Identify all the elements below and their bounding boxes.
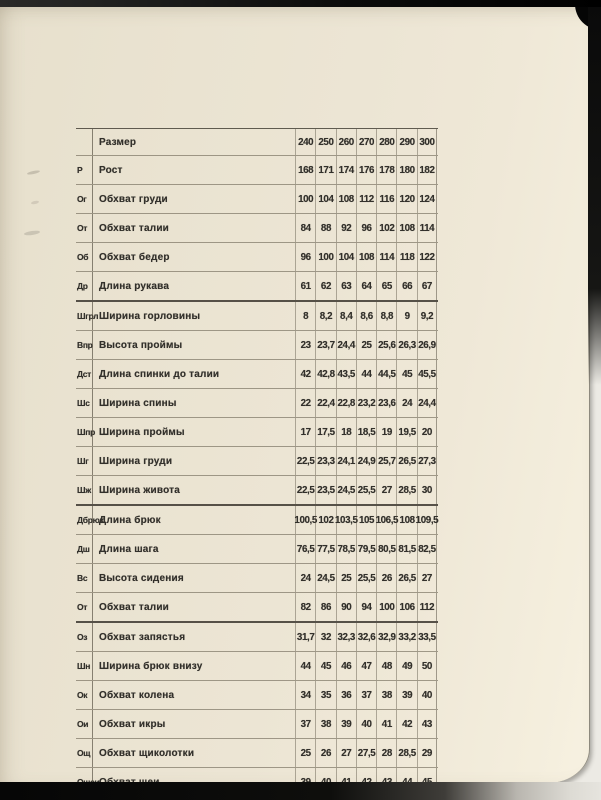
row-value: 45,5: [417, 360, 437, 388]
row-abbr: Др: [77, 281, 88, 291]
row-value: 67: [417, 272, 437, 300]
row-value: 82,5: [417, 535, 437, 563]
row-value: 106: [396, 593, 416, 621]
row-value: 31,7: [295, 623, 315, 651]
row-value: 100: [376, 593, 396, 621]
table-row: [76, 417, 438, 446]
row-value: 38: [376, 681, 396, 709]
row-value: 22,4: [315, 389, 335, 417]
row-value: 23,7: [315, 331, 335, 359]
row-value: 168: [295, 156, 315, 184]
row-name: Высота проймы: [92, 331, 295, 359]
row-value: 40: [356, 710, 376, 738]
table-row: [76, 563, 438, 592]
row-value: 26: [376, 564, 396, 592]
row-name: Длина рукава: [92, 272, 295, 300]
row-abbr: Шг: [77, 456, 89, 466]
row-value: 24,4: [417, 389, 437, 417]
row-value: 8,4: [336, 302, 356, 330]
header-size: 300: [417, 129, 437, 155]
row-value: 86: [315, 593, 335, 621]
row-value: 32,9: [376, 623, 396, 651]
table-header-row: [76, 128, 438, 155]
row-value: 94: [356, 593, 376, 621]
row-value: 102: [376, 214, 396, 242]
row-value: 77,5: [315, 535, 335, 563]
table-row: [76, 242, 438, 271]
row-abbr: Шж: [77, 485, 91, 495]
row-value: 23,2: [356, 389, 376, 417]
row-value: 27,5: [356, 739, 376, 767]
row-value: 18,5: [356, 418, 376, 446]
row-name: Обхват талии: [92, 214, 295, 242]
row-value: 26,5: [396, 564, 416, 592]
row-value: 88: [315, 214, 335, 242]
row-abbr: От: [77, 602, 88, 612]
row-value: 41: [376, 710, 396, 738]
row-value: 40: [417, 681, 437, 709]
row-value: 24: [295, 564, 315, 592]
header-size: 260: [336, 129, 356, 155]
row-value: 96: [356, 214, 376, 242]
row-value: 25,7: [376, 447, 396, 475]
row-value: 78,5: [336, 535, 356, 563]
row-name: Ширина живота: [92, 476, 295, 504]
row-value: 124: [417, 185, 437, 213]
row-value: 24,9: [356, 447, 376, 475]
row-abbr: Ок: [77, 690, 88, 700]
row-value: 25,5: [356, 564, 376, 592]
row-value: 8,2: [315, 302, 335, 330]
table-row: [76, 184, 438, 213]
row-value: 9: [396, 302, 416, 330]
row-value: 43,5: [336, 360, 356, 388]
table-row: [76, 592, 438, 621]
row-value: 36: [336, 681, 356, 709]
row-value: 33,5: [417, 623, 437, 651]
row-value: 24,5: [315, 564, 335, 592]
row-value: 76,5: [295, 535, 315, 563]
row-value: 104: [315, 185, 335, 213]
row-value: 96: [295, 243, 315, 271]
header-size: 250: [315, 129, 335, 155]
row-value: 22,8: [336, 389, 356, 417]
row-value: 26,9: [417, 331, 437, 359]
row-value: 100: [295, 185, 315, 213]
row-value: 32,3: [336, 623, 356, 651]
header-size: 290: [396, 129, 416, 155]
row-value: 100,5: [295, 506, 315, 534]
row-value: 46: [336, 652, 356, 680]
scan-edge-bottom: [0, 782, 601, 800]
row-value: 24,5: [336, 476, 356, 504]
row-value: 28,5: [396, 739, 416, 767]
row-value: 25: [356, 331, 376, 359]
row-value: 25: [295, 739, 315, 767]
row-value: 33,2: [396, 623, 416, 651]
row-value: 30: [417, 476, 437, 504]
row-value: 103,5: [336, 506, 356, 534]
row-abbr: Оз: [77, 632, 88, 642]
row-value: 112: [417, 593, 437, 621]
header-label: Размер: [92, 129, 295, 155]
row-name: Обхват икры: [92, 710, 295, 738]
row-abbr: Ощ: [77, 748, 91, 758]
row-value: 79,5: [356, 535, 376, 563]
row-name: Рост: [92, 156, 295, 184]
row-value: 27: [417, 564, 437, 592]
table-row: [76, 330, 438, 359]
header-size: 280: [376, 129, 396, 155]
row-value: 108: [396, 214, 416, 242]
row-abbr: Дш: [77, 544, 90, 554]
row-value: 32: [315, 623, 335, 651]
row-name: Ширина груди: [92, 447, 295, 475]
row-value: 104: [336, 243, 356, 271]
row-value: 25: [336, 564, 356, 592]
row-value: 48: [376, 652, 396, 680]
row-abbr: Дст: [77, 369, 92, 379]
row-name: Высота сидения: [92, 564, 295, 592]
row-value: 24: [396, 389, 416, 417]
row-value: 20: [417, 418, 437, 446]
row-value: 44: [356, 360, 376, 388]
table-row: [76, 300, 438, 330]
row-value: 44,5: [376, 360, 396, 388]
row-value: 34: [295, 681, 315, 709]
table-row: [76, 213, 438, 242]
table-row: [76, 709, 438, 738]
row-value: 176: [356, 156, 376, 184]
row-value: 116: [376, 185, 396, 213]
row-name: Длина шага: [92, 535, 295, 563]
table-row: [76, 475, 438, 504]
row-value: 27: [376, 476, 396, 504]
row-value: 182: [417, 156, 437, 184]
row-value: 28,5: [396, 476, 416, 504]
row-value: 27,3: [417, 447, 437, 475]
row-value: 108: [356, 243, 376, 271]
row-name: Длина брюк: [92, 506, 295, 534]
row-value: 122: [417, 243, 437, 271]
row-value: 25,5: [356, 476, 376, 504]
scan-edge-right: [588, 0, 601, 385]
size-table: [76, 128, 438, 797]
row-value: 28: [376, 739, 396, 767]
row-value: 66: [396, 272, 416, 300]
row-value: 26: [315, 739, 335, 767]
row-abbr: Дбрюк: [77, 515, 104, 525]
row-value: 23,6: [376, 389, 396, 417]
row-value: 180: [396, 156, 416, 184]
row-value: 84: [295, 214, 315, 242]
row-value: 100: [315, 243, 335, 271]
size-table-body: [76, 155, 438, 796]
row-name: Обхват талии: [92, 593, 295, 621]
table-row: [76, 359, 438, 388]
row-value: 25,6: [376, 331, 396, 359]
row-abbr: Ог: [77, 194, 87, 204]
row-value: 19: [376, 418, 396, 446]
row-value: 23,3: [315, 447, 335, 475]
row-name: Длина спинки до талии: [92, 360, 295, 388]
row-value: 24,4: [336, 331, 356, 359]
table-row: [76, 155, 438, 184]
row-abbr: Об: [77, 252, 89, 262]
row-value: 45: [315, 652, 335, 680]
row-name: Обхват колена: [92, 681, 295, 709]
row-abbr: Шпр: [77, 427, 95, 437]
row-value: 65: [376, 272, 396, 300]
table-row: [76, 534, 438, 563]
table-row: [76, 621, 438, 651]
row-value: 174: [336, 156, 356, 184]
table-row: [76, 446, 438, 475]
row-value: 37: [295, 710, 315, 738]
row-name: Обхват щиколотки: [92, 739, 295, 767]
row-value: 8: [295, 302, 315, 330]
row-name: Обхват груди: [92, 185, 295, 213]
header-size: 270: [356, 129, 376, 155]
row-value: 45: [396, 360, 416, 388]
row-value: 22: [295, 389, 315, 417]
row-value: 38: [315, 710, 335, 738]
row-abbr: Шн: [77, 661, 91, 671]
row-value: 42,8: [315, 360, 335, 388]
row-value: 22,5: [295, 476, 315, 504]
row-value: 43: [417, 710, 437, 738]
row-value: 32,6: [356, 623, 376, 651]
row-name: Ширина горловины: [92, 302, 295, 330]
row-value: 39: [336, 710, 356, 738]
row-name: Ширина проймы: [92, 418, 295, 446]
row-value: 42: [295, 360, 315, 388]
table-row: [76, 651, 438, 680]
row-value: 112: [356, 185, 376, 213]
row-value: 26,3: [396, 331, 416, 359]
row-value: 29: [417, 739, 437, 767]
table-row: [76, 738, 438, 767]
row-value: 27: [336, 739, 356, 767]
row-value: 81,5: [396, 535, 416, 563]
row-value: 92: [336, 214, 356, 242]
row-value: 17,5: [315, 418, 335, 446]
row-value: 178: [376, 156, 396, 184]
row-value: 17: [295, 418, 315, 446]
row-value: 50: [417, 652, 437, 680]
row-name: Ширина брюк внизу: [92, 652, 295, 680]
row-value: 61: [295, 272, 315, 300]
row-value: 114: [417, 214, 437, 242]
row-value: 47: [356, 652, 376, 680]
row-value: 24,1: [336, 447, 356, 475]
row-value: 42: [396, 710, 416, 738]
row-value: 19,5: [396, 418, 416, 446]
row-abbr: Р: [77, 165, 83, 175]
row-name: Обхват запястья: [92, 623, 295, 651]
row-abbr: Шгрл: [77, 311, 99, 321]
row-abbr: От: [77, 223, 88, 233]
table-row: [76, 504, 438, 534]
table-row: [76, 680, 438, 709]
row-value: 35: [315, 681, 335, 709]
row-value: 120: [396, 185, 416, 213]
row-value: 108: [396, 506, 416, 534]
row-value: 49: [396, 652, 416, 680]
row-name: Ширина спины: [92, 389, 295, 417]
row-value: 90: [336, 593, 356, 621]
row-value: 102: [315, 506, 335, 534]
row-value: 63: [336, 272, 356, 300]
row-value: 9,2: [417, 302, 437, 330]
row-value: 171: [315, 156, 335, 184]
row-value: 37: [356, 681, 376, 709]
row-value: 82: [295, 593, 315, 621]
row-value: 114: [376, 243, 396, 271]
row-value: 8,6: [356, 302, 376, 330]
row-value: 109,5: [417, 506, 437, 534]
row-abbr: Шс: [77, 398, 90, 408]
row-value: 64: [356, 272, 376, 300]
row-value: 80,5: [376, 535, 396, 563]
row-value: 39: [396, 681, 416, 709]
table-row: [76, 388, 438, 417]
header-size: 240: [295, 129, 315, 155]
row-value: 18: [336, 418, 356, 446]
row-value: 118: [396, 243, 416, 271]
scan-edge-top: [0, 0, 601, 7]
row-name: Обхват бедер: [92, 243, 295, 271]
row-value: 44: [295, 652, 315, 680]
header-abbr-spacer: [76, 129, 92, 155]
row-value: 106,5: [376, 506, 396, 534]
row-value: 26,5: [396, 447, 416, 475]
row-value: 105: [356, 506, 376, 534]
row-value: 23,5: [315, 476, 335, 504]
row-abbr: Впр: [77, 340, 93, 350]
row-value: 23: [295, 331, 315, 359]
row-value: 62: [315, 272, 335, 300]
row-value: 8,8: [376, 302, 396, 330]
row-value: 22,5: [295, 447, 315, 475]
row-abbr: Ои: [77, 719, 89, 729]
row-value: 108: [336, 185, 356, 213]
table-row: [76, 271, 438, 300]
row-abbr: Вс: [77, 573, 88, 583]
